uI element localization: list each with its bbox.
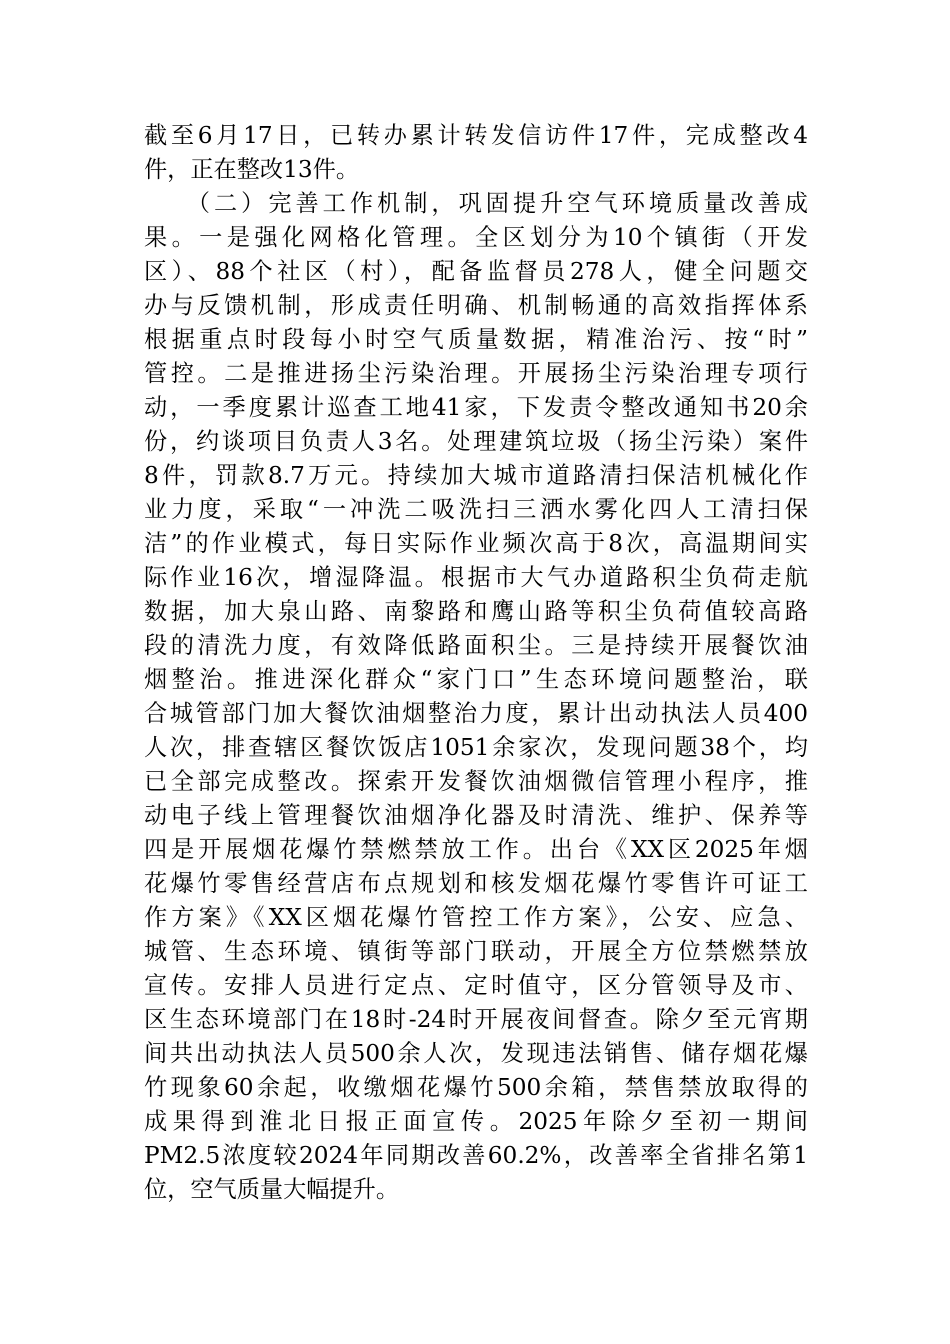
text-line: 人次，排查辖区餐饮饭店1051余家次，发现问题38个，均 xyxy=(144,734,808,761)
text-line: 四是开展烟花爆竹禁燃禁放工作。出台《XX区2025年烟 xyxy=(144,836,808,863)
text-line: 城管、生态环境、镇街等部门联动，开展全方位禁燃禁放 xyxy=(144,938,808,965)
text-line: 作方案》《XX区烟花爆竹管控工作方案》，公安、应急、 xyxy=(144,904,808,931)
text-line: 果。一是强化网格化管理。全区划分为10个镇街（开发 xyxy=(144,224,808,251)
text-line: 区）、88个社区（村），配备监督员278人，健全问题交 xyxy=(144,258,808,285)
text-line: 成果得到淮北日报正面宣传。2025年除夕至初一期间 xyxy=(144,1108,808,1135)
text-line: 件，正在整改13件。 xyxy=(144,156,360,183)
text-line: 竹现象60余起，收缴烟花爆竹500余箱，禁售禁放取得的 xyxy=(144,1074,808,1101)
text-line: 洁”的作业模式，每日实际作业频次高于8次，高温期间实 xyxy=(144,530,808,557)
text-line: （二）完善工作机制，巩固提升空气环境质量改善成 xyxy=(144,190,808,217)
text-line: 8件，罚款8.7万元。持续加大城市道路清扫保洁机械化作 xyxy=(144,462,808,489)
text-line: 数据，加大泉山路、南黎路和鹰山路等积尘负荷值较高路 xyxy=(144,598,808,625)
text-line: 截至6月17日，已转办累计转发信访件17件，完成整改4 xyxy=(144,122,808,149)
text-line: 段的清洗力度，有效降低路面积尘。三是持续开展餐饮油 xyxy=(144,632,808,659)
text-line: 管控。二是推进扬尘污染治理。开展扬尘污染治理专项行 xyxy=(144,360,808,387)
body-text xyxy=(144,119,808,1207)
text-line: 花爆竹零售经营店布点规划和核发烟花爆竹零售许可证工 xyxy=(144,870,808,897)
text-line: 动，一季度累计巡查工地41家，下发责令整改通知书20余 xyxy=(144,394,808,421)
text-line: 根据重点时段每小时空气质量数据，精准治污、按“时” xyxy=(144,326,808,353)
text-line: 烟整治。推进深化群众“家门口”生态环境问题整治，联 xyxy=(144,666,808,693)
text-line: 办与反馈机制，形成责任明确、机制畅通的高效指挥体系 xyxy=(144,292,808,319)
text-line: 业力度，采取“一冲洗二吸洗扫三洒水雾化四人工清扫保 xyxy=(144,496,808,523)
text-line: 际作业16次，增湿降温。根据市大气办道路积尘负荷走航 xyxy=(144,564,808,591)
text-line: 间共出动执法人员500余人次，发现违法销售、储存烟花爆 xyxy=(144,1040,808,1067)
text-line: 动电子线上管理餐饮油烟净化器及时清洗、维护、保养等 xyxy=(144,802,808,829)
text-line: 区生态环境部门在18时-24时开展夜间督查。除夕至元宵期 xyxy=(144,1006,808,1033)
text-line: 合城管部门加大餐饮油烟整治力度，累计出动执法人员400 xyxy=(144,700,808,727)
text-line: 位，空气质量大幅提升。 xyxy=(144,1176,400,1203)
text-line: PM2.5浓度较2024年同期改善60.2%，改善率全省排名第1 xyxy=(144,1142,808,1169)
text-line: 宣传。安排人员进行定点、定时值守，区分管领导及市、 xyxy=(144,972,808,999)
text-line: 已全部完成整改。探索开发餐饮油烟微信管理小程序，推 xyxy=(144,768,808,795)
text-line: 份，约谈项目负责人3名。处理建筑垃圾（扬尘污染）案件 xyxy=(144,428,808,455)
